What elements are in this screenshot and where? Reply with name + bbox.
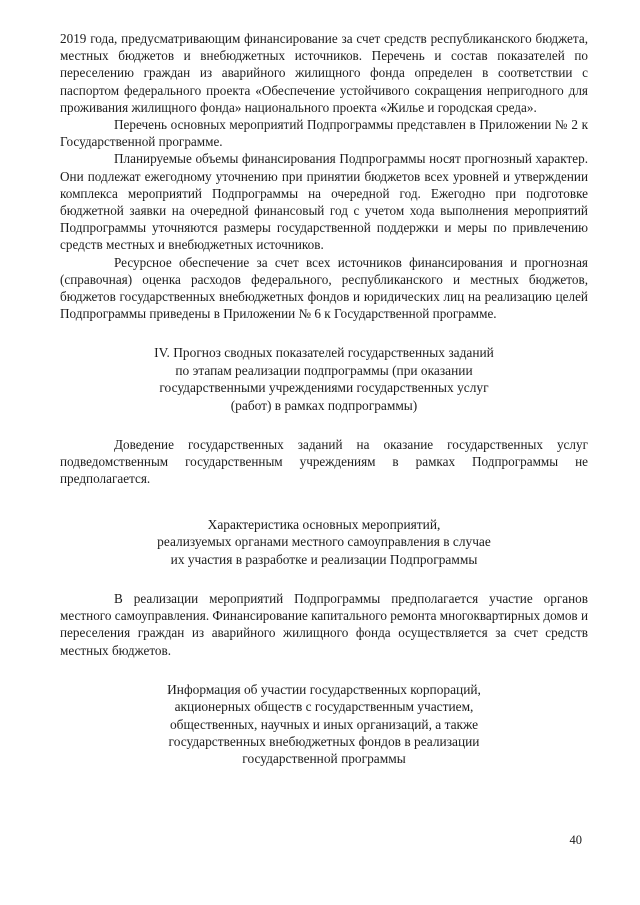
paragraph-resource-provision: Ресурсное обеспечение за счет всех источников финансирования и прогнозная (справочная) оценка расходов федерального, республиканского и местных бюджетов, бюджетов государственных внебюджетных фондов и юридических лиц на реализацию целей Подпрограммы приведены в Приложении № 6 к Государственной программе.: [60, 254, 588, 322]
heading-line: реализуемых органами местного самоуправления в случае: [157, 534, 491, 550]
page-number: 40: [569, 833, 582, 847]
heading-line: по этапам реализации подпрограммы (при оказании: [175, 362, 473, 378]
heading-line: Характеристика основных мероприятий,: [207, 516, 441, 532]
paragraph-local-government: В реализации мероприятий Подпрограммы предполагается участие органов местного самоуправления. Финансирование капитального ремонта многоквартирных домов и переселения граждан из аварийного жилищного фонда осуществляется за счет средств местных бюджетов.: [60, 590, 588, 658]
heading-line: государственными учреждениями государственных услуг: [159, 380, 489, 396]
paragraph-funding-context: 2019 года, предусматривающим финансирование за счет средств республиканского бюджета, местных бюджетов и внебюджетных источников. Перечень и состав показателей по переселению граждан из аварийного жилищного фонда определен в соответствии с паспортом федерального проекта «Обеспечение устойчивого сокращения непригодного для проживания жилищного фонда» национального проекта «Жилье и городская среда».: [60, 31, 588, 115]
organizations-participation-heading: [60, 681, 588, 768]
heading-line: акционерных обществ с государственным участием,: [174, 699, 474, 715]
section-4-heading: [60, 344, 588, 414]
paragraph-state-assignments: Доведение государственных заданий на оказание государственных услуг подведомственным государственным учреждениям в рамках Подпрограммы не предполагается.: [60, 437, 588, 487]
local-government-heading: [60, 516, 588, 568]
heading-line: Информация об участии государственных корпораций,: [167, 681, 481, 697]
paragraph-financing-forecast: Планируемые объемы финансирования Подпрограммы носят прогнозный характер. Они подлежат ежегодному уточнению при принятии бюджетов всех уровней и утверждении комплекса мероприятий Подпрограммы на очередной год. Ежегодно при подготовке бюджетной заявки на очередной финансовый год с учетом хода выполнения мероприятий Подпрограммы уточняются размеры государственной поддержки и меры по привлечению средств местных и внебюджетных источников.: [60, 151, 588, 253]
heading-line: IV. Прогноз сводных показателей государственных заданий: [154, 345, 494, 361]
heading-line: государственных внебюджетных фондов в реализации: [168, 733, 480, 749]
heading-line: государственной программы: [242, 751, 406, 767]
heading-line: их участия в разработке и реализации Подпрограммы: [170, 551, 478, 567]
heading-line: (работ) в рамках подпрограммы): [230, 397, 418, 413]
heading-line: общественных, научных и иных организаций, а также: [169, 716, 479, 732]
paragraph-main-activities: Перечень основных мероприятий Подпрограммы представлен в Приложении № 2 к Государственной программе.: [60, 117, 588, 150]
